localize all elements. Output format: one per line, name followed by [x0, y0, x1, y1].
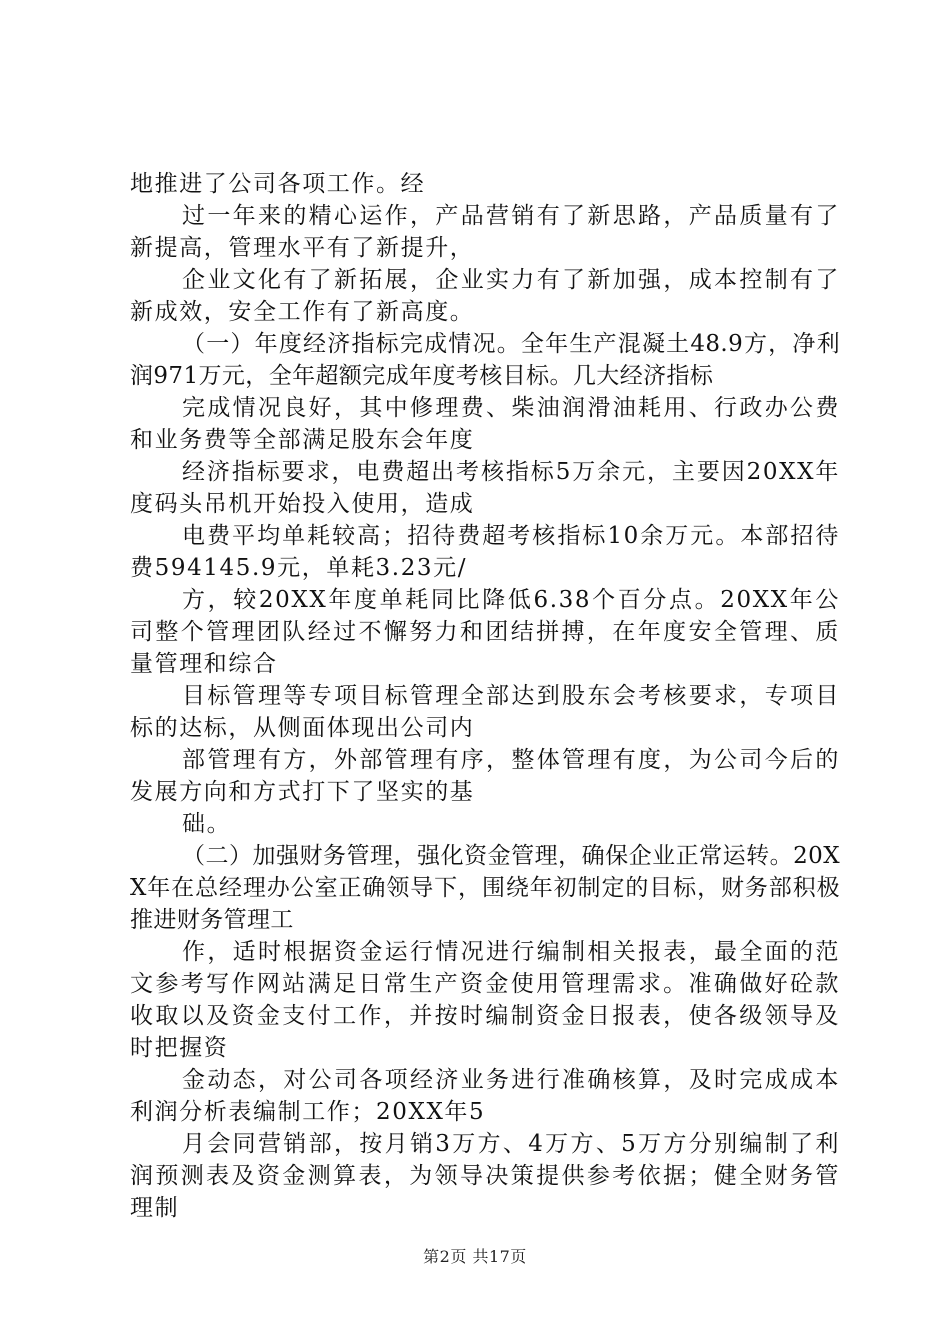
paragraph-15: 月会同营销部，按月销3万方、4万方、5万方分别编制了利润预测表及资金测算表，为领导决策提供参考依据；健全财务管理制: [130, 1131, 840, 1221]
paragraph-5: 完成情况良好，其中修理费、柴油润滑油耗用、行政办公费和业务费等全部满足股东会年度: [130, 395, 840, 453]
paragraph-8: 方，较20XX年度单耗同比降低6.38个百分点。20XX年公司整个管理团队经过不懈努力和团结拼搏，在年度安全管理、质量管理和综合: [130, 587, 840, 677]
paragraph-10: 部管理有方，外部管理有序，整体管理有度，为公司今后的发展方向和方式打下了坚实的基: [130, 747, 840, 805]
paragraph-7: 电费平均单耗较高；招待费超考核指标10余万元。本部招待费594145.9元，单耗3.23元/: [130, 523, 840, 581]
paragraph-13: 作，适时根据资金运行情况进行编制相关报表，最全面的范文参考写作网站满足日常生产资金使用管理需求。准确做好砼款收取以及资金支付工作，并按时编制资金日报表，使各级领导及时把握资: [130, 939, 840, 1061]
paragraph-2: 过一年来的精心运作，产品营销有了新思路，产品质量有了新提高，管理水平有了新提升，: [130, 203, 840, 261]
paragraph-4: （一）年度经济指标完成情况。全年生产混凝土48.9方，净利润971万元，全年超额完成年度考核目标。几大经济指标: [130, 331, 840, 389]
paragraph-11: 础。: [182, 811, 232, 837]
paragraph-9: 目标管理等专项目标管理全部达到股东会考核要求，专项目标的达标，从侧面体现出公司内: [130, 683, 840, 741]
paragraph-14: 金动态，对公司各项经济业务进行准确核算，及时完成成本利润分析表编制工作；20XX年5: [130, 1067, 840, 1125]
document-body: [130, 168, 840, 1224]
paragraph-6: 经济指标要求，电费超出考核指标5万余元，主要因20XX年度码头吊机开始投入使用，造成: [130, 459, 840, 517]
paragraph-12: （二）加强财务管理，强化资金管理，确保企业正常运转。20XX年在总经理办公室正确领导下，围绕年初制定的目标，财务部积极推进财务管理工: [130, 843, 840, 933]
paragraph-1: 地推进了公司各项工作。经: [130, 171, 426, 197]
page-number-footer: 第2页 共17页: [423, 1247, 527, 1266]
paragraph-3: 企业文化有了新拓展，企业实力有了新加强，成本控制有了新成效，安全工作有了新高度。: [130, 267, 840, 325]
